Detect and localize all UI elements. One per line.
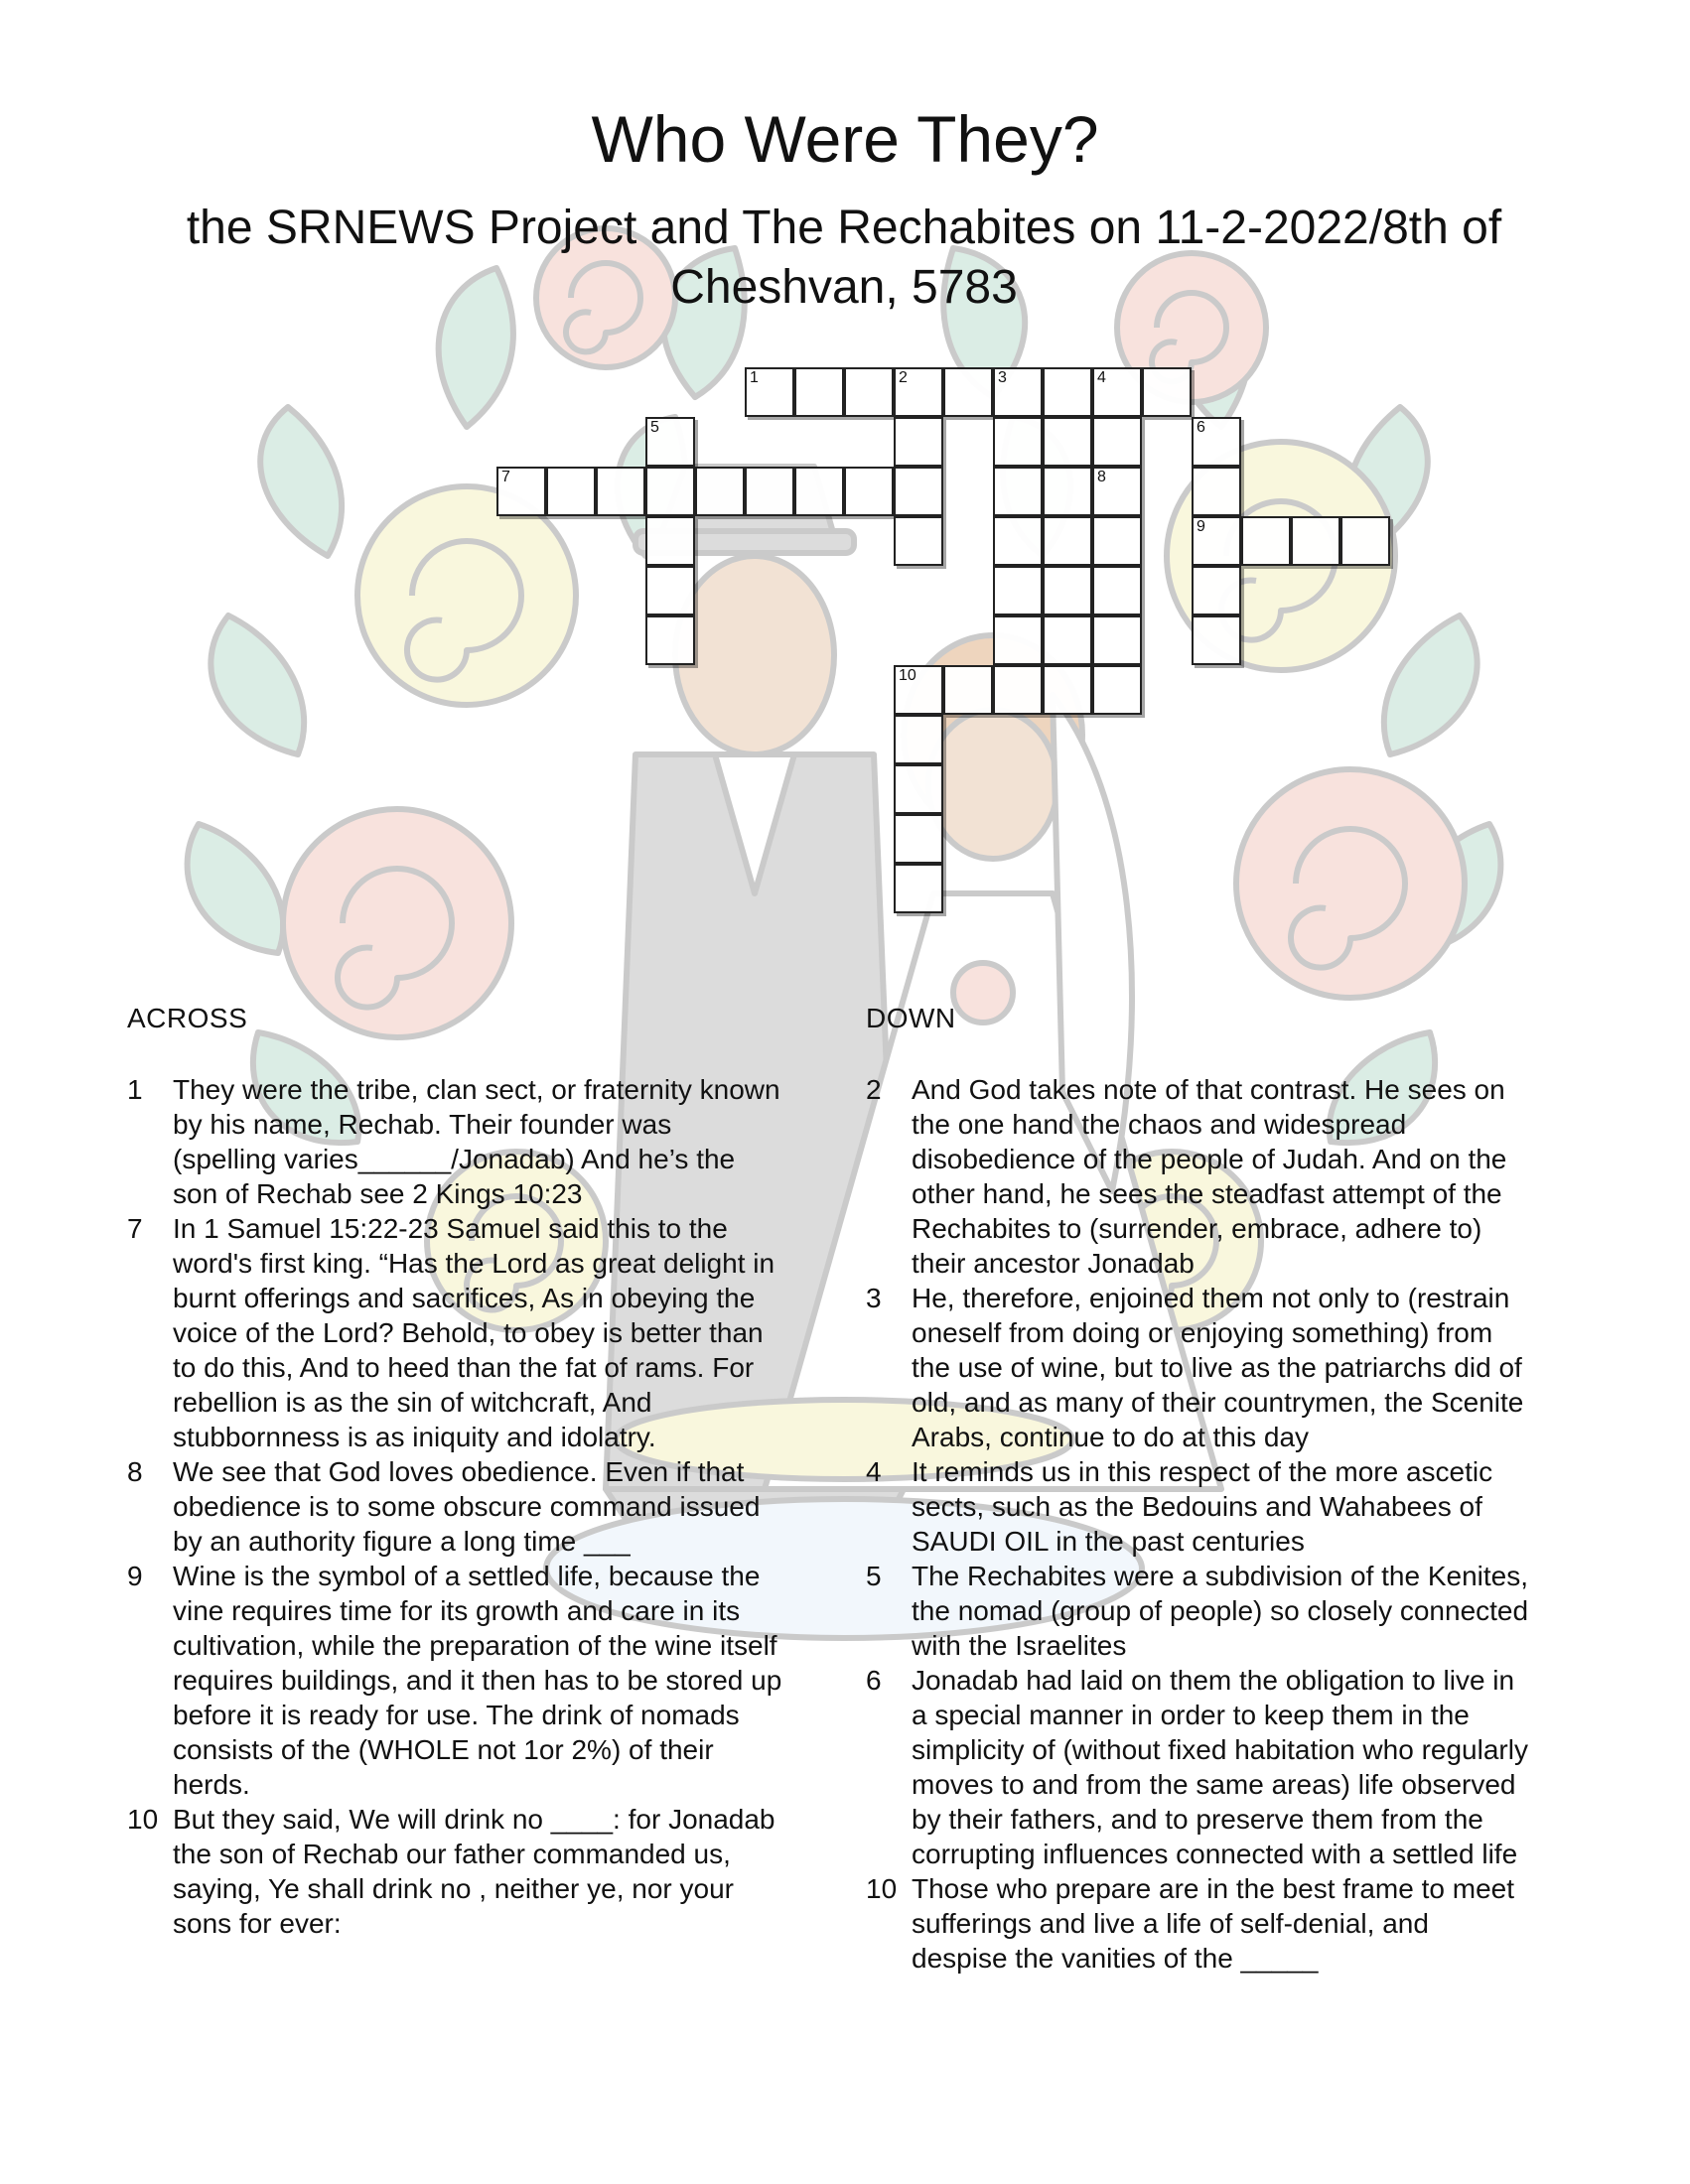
cell-number: 4: [1097, 369, 1106, 386]
crossword-cell[interactable]: [993, 516, 1043, 566]
crossword-cell[interactable]: [1043, 665, 1092, 715]
crossword-cell[interactable]: [1192, 516, 1241, 566]
crossword-cell[interactable]: [943, 665, 993, 715]
crossword-cell[interactable]: [1092, 417, 1142, 467]
crossword-cell[interactable]: [645, 516, 695, 566]
crossword-cell[interactable]: [546, 467, 596, 516]
down-clue: [866, 1454, 1529, 1559]
crossword-cell[interactable]: [496, 467, 546, 516]
crossword-cell[interactable]: [993, 467, 1043, 516]
clue-number: 6: [866, 1665, 882, 1696]
crossword-cell[interactable]: [1092, 615, 1142, 665]
clue-number: 10: [127, 1804, 159, 1835]
cell-number: 1: [750, 369, 759, 386]
clue-text: Jonadab had laid on them the obligation to live in a special manner in order to keep them in the simplicity of (without fixed habitation who regularly moves to and from the same areas) life observed by their fathers, and to preserve them from the corrupting influences connected with a settled life: [912, 1665, 1528, 1869]
cell-number: 10: [899, 667, 916, 684]
cell-number: 3: [998, 369, 1007, 386]
across-clue: [127, 1072, 782, 1211]
crossword-cell[interactable]: [1192, 467, 1241, 516]
across-clue-list: [127, 1072, 782, 1941]
clue-text: But they said, We will drink no ____: for Jonadab the son of Rechab our father commanded us, saying, Ye shall drink no , neither ye, nor your sons for ever:: [173, 1804, 775, 1939]
crossword-cell[interactable]: [596, 467, 645, 516]
clue-number: 8: [127, 1456, 143, 1487]
crossword-cell[interactable]: [695, 467, 745, 516]
crossword-cell[interactable]: [745, 467, 794, 516]
crossword-cell[interactable]: [894, 417, 943, 467]
crossword-cell[interactable]: [1092, 516, 1142, 566]
crossword-cell[interactable]: [794, 367, 844, 417]
clue-number: 10: [866, 1873, 898, 1904]
down-clue: [866, 1663, 1529, 1871]
crossword-cell[interactable]: [844, 367, 894, 417]
across-clue: [127, 1211, 782, 1454]
crossword-cell[interactable]: [894, 665, 943, 715]
crossword-cell[interactable]: [993, 417, 1043, 467]
crossword-cell[interactable]: [1092, 665, 1142, 715]
crossword-cell[interactable]: [745, 367, 794, 417]
crossword-cell[interactable]: [894, 367, 943, 417]
across-heading: ACROSS: [127, 1003, 248, 1033]
page-subtitle: the SRNEWS Project and The Rechabites on 11-2-2022/8th of Cheshvan, 5783: [186, 202, 1502, 314]
crossword-cell[interactable]: [993, 665, 1043, 715]
clue-number: 5: [866, 1561, 882, 1591]
crossword-cell[interactable]: [645, 566, 695, 615]
down-heading: DOWN: [866, 1003, 956, 1033]
crossword-cell[interactable]: [1043, 417, 1092, 467]
crossword-cell[interactable]: [794, 467, 844, 516]
down-clue: [866, 1559, 1529, 1663]
crossword-cell[interactable]: [1092, 367, 1142, 417]
across-clue: [127, 1559, 782, 1802]
clue-number: 2: [866, 1074, 882, 1105]
clue-text: We see that God loves obedience. Even if that obedience is to some obscure command issued by an authority figure a long time ___: [173, 1456, 761, 1557]
crossword-cell[interactable]: [894, 764, 943, 814]
clue-text: The Rechabites were a subdivision of the Kenites, the nomad (group of people) so closely connected with the Israelites: [912, 1561, 1529, 1661]
crossword-cell[interactable]: [1043, 566, 1092, 615]
crossword-cell[interactable]: [1192, 566, 1241, 615]
down-clue: [866, 1281, 1529, 1454]
crossword-cell[interactable]: [1291, 516, 1340, 566]
cell-number: 8: [1097, 469, 1106, 485]
crossword-cell[interactable]: [943, 367, 993, 417]
crossword-cell[interactable]: [993, 615, 1043, 665]
crossword-cell[interactable]: [894, 864, 943, 913]
crossword-cell[interactable]: [1043, 367, 1092, 417]
clue-number: 1: [127, 1074, 143, 1105]
down-clue: [866, 1871, 1529, 1976]
clue-text: He, therefore, enjoined them not only to (restrain oneself from doing or enjoying something) from the use of wine, but to live as the patriarchs did of old, and as many of their countrymen, the Scenite Arabs, continue to do at this day: [912, 1283, 1524, 1452]
down-clue: [866, 1072, 1529, 1281]
cell-number: 2: [899, 369, 908, 386]
clue-number: 3: [866, 1283, 882, 1313]
crossword-cell[interactable]: [894, 814, 943, 864]
crossword-cell[interactable]: [1192, 615, 1241, 665]
cell-number: 5: [650, 419, 659, 436]
crossword-cell[interactable]: [1092, 467, 1142, 516]
cell-number: 7: [501, 469, 510, 485]
clue-text: Those who prepare are in the best frame to meet sufferings and live a life of self-denial, and despise the vanities of the _____: [912, 1873, 1514, 1974]
crossword-cell[interactable]: [993, 566, 1043, 615]
clue-text: In 1 Samuel 15:22-23 Samuel said this to the word's first king. “Has the Lord as great delight in burnt offerings and sacrifices, As in obeying the voice of the Lord? Behold, to obey is better than to do this, And to heed than the fat of rams. For rebellion is as the sin of witchcraft, And stubbornness is as iniquity and idolatry.: [173, 1213, 775, 1452]
crossword-cell[interactable]: [894, 516, 943, 566]
clue-number: 9: [127, 1561, 143, 1591]
crossword-cell[interactable]: [993, 367, 1043, 417]
clue-text: Wine is the symbol of a settled life, because the vine requires time for its growth and care in its cultivation, while the preparation of the wine itself requires buildings, and it then has to be stored up before it is ready for use. The drink of nomads consists of the (WHOLE not 1or 2%) of their herds.: [173, 1561, 782, 1800]
crossword-cell[interactable]: [1043, 467, 1092, 516]
crossword-cell[interactable]: [645, 417, 695, 467]
down-clue-list: [866, 1072, 1529, 1976]
crossword-cell[interactable]: [645, 467, 695, 516]
clue-text: And God takes note of that contrast. He sees on the one hand the chaos and widespread disobedience of the people of Judah. And on the other hand, he sees the steadfast attempt of the Rechabites to (surrender, embrace, adhere to) their ancestor Jonadab: [912, 1074, 1507, 1279]
crossword-cell[interactable]: [894, 715, 943, 764]
crossword-cell[interactable]: [1092, 566, 1142, 615]
crossword-cell[interactable]: [1043, 615, 1092, 665]
across-clue: [127, 1454, 782, 1559]
page-title: Who Were They?: [591, 102, 1099, 176]
crossword-cell[interactable]: [894, 467, 943, 516]
clue-number: 4: [866, 1456, 882, 1487]
clue-text: They were the tribe, clan sect, or fraternity known by his name, Rechab. Their founder was (spelling varies______/Jonadab) And he’s the son of Rechab see 2 Kings 10:23: [173, 1074, 780, 1209]
crossword-cell[interactable]: [1241, 516, 1291, 566]
crossword-grid: [0, 0, 1690, 993]
crossword-cell[interactable]: [1192, 417, 1241, 467]
across-clue: [127, 1802, 782, 1941]
crossword-cell[interactable]: [1142, 367, 1192, 417]
clue-number: 7: [127, 1213, 143, 1244]
crossword-cell[interactable]: [844, 467, 894, 516]
crossword-cell[interactable]: [1043, 516, 1092, 566]
cell-number: 9: [1197, 518, 1205, 535]
clue-text: It reminds us in this respect of the more ascetic sects, such as the Bedouins and Wahabees of SAUDI OIL in the past centuries: [912, 1456, 1493, 1557]
crossword-cell[interactable]: [645, 615, 695, 665]
cell-number: 6: [1197, 419, 1205, 436]
crossword-cell[interactable]: [1340, 516, 1390, 566]
